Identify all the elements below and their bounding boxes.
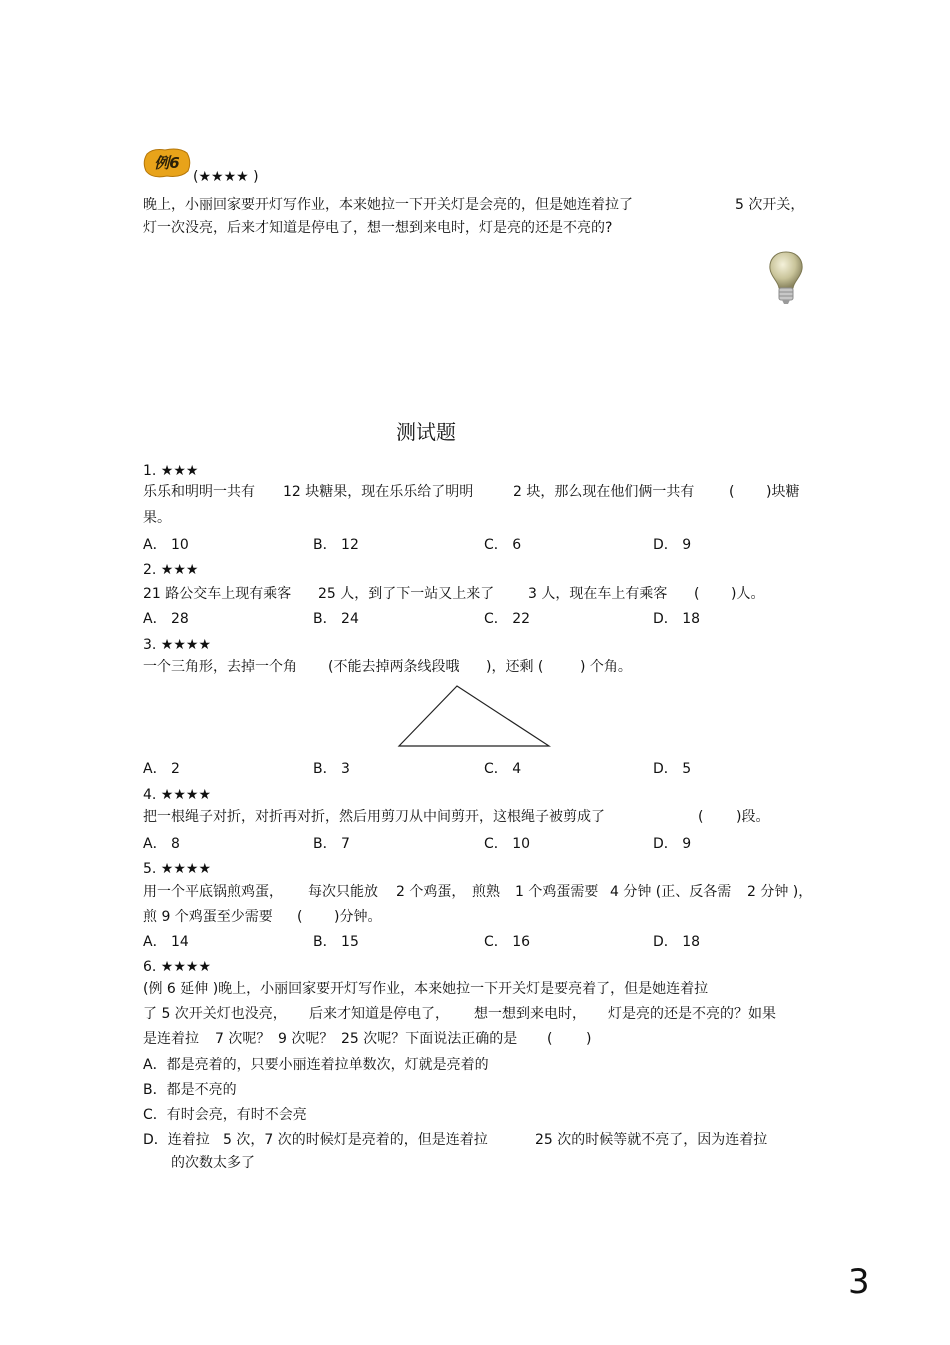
question-5-option-d: D． 18 <box>653 934 701 950</box>
question-6-text: 了 5 次开关灯也没亮， <box>143 1006 287 1022</box>
question-1-option-a: A． 10 <box>143 537 189 553</box>
question-5-text: 每次只能放 <box>308 884 378 900</box>
question-3-option-b: B． 3 <box>313 761 350 777</box>
question-5-blank-open: ( <box>297 909 303 925</box>
question-6-choice-b: B．都是不亮的 <box>143 1082 237 1098</box>
question-1-text: 果。 <box>143 510 171 526</box>
light-bulb-icon <box>766 250 806 306</box>
example-stars: (★★★★ ) <box>193 169 259 185</box>
question-2-option-d: D． 18 <box>653 611 701 627</box>
question-6-text: 灯是亮的还是不亮的？如果 <box>608 1006 776 1022</box>
question-1-blank-open: ( <box>729 484 735 500</box>
question-3-option-c: C． 4 <box>484 761 522 777</box>
question-1-option-c: C． 6 <box>484 537 522 553</box>
question-5-text: 2 分钟 )， <box>747 884 813 900</box>
question-6-blank-close: ) <box>586 1031 592 1047</box>
question-6-text: (例 6 延伸 )晚上，小丽回家要开灯写作业，本来她拉一下开关灯是要亮着了，但是她连着拉 <box>143 981 709 997</box>
question-1-text: )块糖 <box>766 484 800 500</box>
question-3-text: (不能去掉两条线段哦 <box>328 659 460 675</box>
question-6-choice-d-text: 的次数太多了 <box>171 1155 255 1171</box>
question-3-option-a: A． 2 <box>143 761 180 777</box>
question-5-text: 煎 9 个鸡蛋至少需要 <box>143 909 273 925</box>
question-6-choice-d-text: 25 次的时候等就不亮了，因为连着拉 <box>535 1132 768 1148</box>
question-4-option-a: A． 8 <box>143 836 180 852</box>
question-1-option-b: B． 12 <box>313 537 359 553</box>
question-3-header: 3. ★★★★ <box>143 637 212 653</box>
question-2-option-a: A． 28 <box>143 611 189 627</box>
example-text-line2: 灯一次没亮，后来才知道是停电了，想一想到来电时，灯是亮的还是不亮的? <box>143 220 613 236</box>
question-4-option-d: D． 9 <box>653 836 692 852</box>
question-6-text: 7 次呢？ <box>215 1031 271 1047</box>
question-5-option-b: B． 15 <box>313 934 359 950</box>
question-3-text: ) 个角。 <box>580 659 632 675</box>
page-number: 3 <box>848 1262 870 1302</box>
question-2-text: )人。 <box>731 586 765 602</box>
question-5-option-c: C． 16 <box>484 934 531 950</box>
badge-label: 例6 <box>154 154 180 172</box>
question-2-text: 3 人，现在车上有乘客 <box>528 586 668 602</box>
question-6-blank-open: ( <box>547 1031 553 1047</box>
question-2-text: 21 路公交车上现有乘客 <box>143 586 292 602</box>
question-6-text: 9 次呢？ <box>278 1031 334 1047</box>
question-5-header: 5. ★★★★ <box>143 861 212 877</box>
question-4-option-c: C． 10 <box>484 836 531 852</box>
question-6-choice-d: D．连着拉 <box>143 1132 210 1148</box>
question-4-text: )段。 <box>736 809 770 825</box>
question-5-text: )分钟。 <box>334 909 382 925</box>
question-2-option-c: C． 22 <box>484 611 531 627</box>
question-3-text: 一个三角形，去掉一个角 <box>143 659 297 675</box>
question-2-header: 2. ★★★ <box>143 562 199 578</box>
question-5-text: 用一个平底锅煎鸡蛋， <box>143 884 283 900</box>
question-3-text: )，还剩 ( <box>486 659 544 675</box>
question-1-option-d: D． 9 <box>653 537 692 553</box>
test-title: 测试题 <box>396 420 456 444</box>
question-4-text: 把一根绳子对折，对折再对折，然后用剪刀从中间剪开，这根绳子被剪成了 <box>143 809 605 825</box>
example-text-line1b: 5 次开关， <box>735 197 805 213</box>
question-1-text: 12 块糖果，现在乐乐给了明明 <box>283 484 474 500</box>
question-4-option-b: B． 7 <box>313 836 350 852</box>
question-2-option-b: B． 24 <box>313 611 359 627</box>
example-badge <box>143 148 191 178</box>
question-5-text: 煎熟 <box>472 884 500 900</box>
question-5-text: 1 个鸡蛋需要 <box>515 884 599 900</box>
question-6-choice-d-text: 5 次，7 次的时候灯是亮着的，但是连着拉 <box>223 1132 488 1148</box>
triangle-figure <box>395 682 555 750</box>
question-6-choice-c: C．有时会亮，有时不会亮 <box>143 1107 307 1123</box>
question-3-option-d: D． 5 <box>653 761 692 777</box>
question-6-text: 后来才知道是停电了， <box>309 1006 449 1022</box>
question-1-text: 乐乐和明明一共有 <box>143 484 255 500</box>
question-6-text: 想一想到来电时， <box>474 1006 586 1022</box>
question-1-header: 1. ★★★ <box>143 463 199 479</box>
question-6-header: 6. ★★★★ <box>143 959 212 975</box>
question-5-option-a: A． 14 <box>143 934 189 950</box>
question-6-choice-a: A．都是亮着的，只要小丽连着拉单数次，灯就是亮着的 <box>143 1057 489 1073</box>
question-4-blank-open: ( <box>698 809 704 825</box>
question-2-blank-open: ( <box>694 586 700 602</box>
question-5-text: 4 分钟 (正、反各需 <box>610 884 732 900</box>
question-5-text: 2 个鸡蛋， <box>396 884 466 900</box>
question-6-text: 25 次呢？下面说法正确的是 <box>341 1031 518 1047</box>
question-4-header: 4. ★★★★ <box>143 787 212 803</box>
question-1-text: 2 块，那么现在他们俩一共有 <box>513 484 695 500</box>
question-2-text: 25 人，到了下一站又上来了 <box>318 586 495 602</box>
question-6-text: 是连着拉 <box>143 1031 199 1047</box>
example-text-line1a: 晚上，小丽回家要开灯写作业，本来她拉一下开关灯是会亮的，但是她连着拉了 <box>143 197 633 213</box>
